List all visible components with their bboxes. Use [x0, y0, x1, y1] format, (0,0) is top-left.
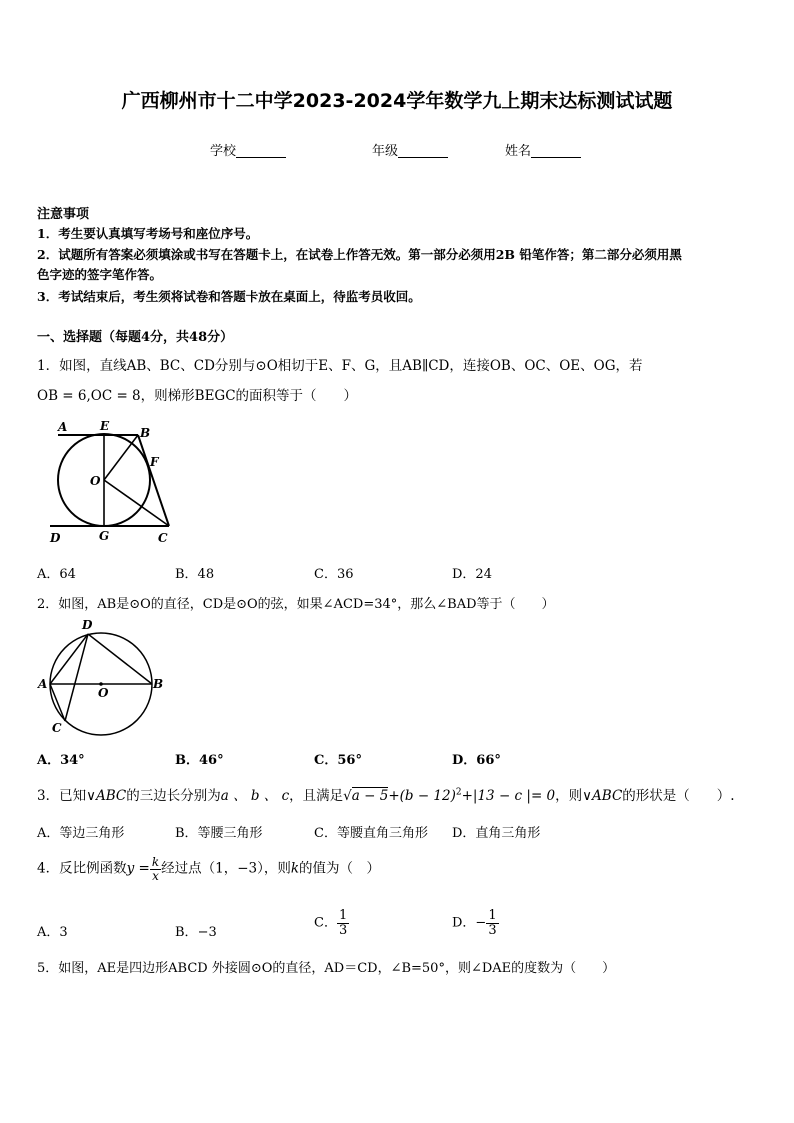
- question-4-text: 4．反比例函数y = $\frac{k}{x}$ 经过点（1，−3），则k的值为（ ）: [37, 855, 381, 883]
- q3-option-d[interactable]: D．直角三角形: [452, 826, 541, 841]
- question-2-text: 2．如图，AB是⊙O的直径，CD是⊙O的弦，如果∠ACD=34°，那么∠BAD等于（ ）: [37, 597, 555, 612]
- label-c: C: [158, 531, 168, 545]
- page-title: 广西柳州市十二中学2023-2024学年数学九上期末达标测试试题: [121, 90, 673, 112]
- label-d: D: [82, 618, 93, 632]
- note-item: 1．考生要认真填写考场号和座位序号。: [37, 226, 259, 241]
- label-g: G: [99, 529, 110, 543]
- grade-field: 年级: [372, 140, 448, 159]
- note-item: 2．试题所有答案必须填涂或书写在答题卡上，在试卷上作答无效。第一部分必须用2B 铅笔作答；第二部分必须用黑: [37, 247, 682, 262]
- q3-option-a[interactable]: A．等边三角形: [37, 826, 125, 841]
- label-a: A: [58, 420, 68, 434]
- question-2-figure: [36, 615, 166, 740]
- q4-option-b[interactable]: B．−3: [175, 925, 217, 940]
- grade-blank[interactable]: [398, 143, 448, 158]
- question-3-text: 3．已知∨ABC的三边长分别为a 、 b 、 c，且满足$√a - 5+(b - 12)^2+|13 - c$ |= 0，则∨ABC的形状是（ ）.: [37, 787, 735, 804]
- label-b: B: [153, 677, 164, 691]
- q2-option-a[interactable]: A．34°: [37, 753, 85, 768]
- question-1-line2: OB = 6,OC = 8，则梯形BEGC的面积等于（ ）: [37, 388, 358, 404]
- name-field: 姓名: [505, 140, 581, 159]
- label-o: O: [90, 474, 101, 488]
- q3-option-b[interactable]: B．等腰三角形: [175, 826, 263, 841]
- notes-heading: 注意事项: [37, 207, 90, 222]
- school-blank[interactable]: [236, 143, 286, 158]
- q2-option-b[interactable]: B．46°: [175, 753, 224, 768]
- segment-oc: [104, 480, 169, 526]
- q4-option-c[interactable]: C． $\frac{1}{3}$: [314, 908, 348, 938]
- sqrt-symbol: √: [343, 788, 352, 804]
- label-c: C: [52, 721, 62, 735]
- q1-option-d[interactable]: D．24: [452, 567, 492, 582]
- q1-option-a[interactable]: A．64: [37, 567, 76, 582]
- q3-option-c[interactable]: C．等腰直角三角形: [314, 826, 428, 841]
- question-5-text: 5．如图，AE是四边形ABCD 外接圆⊙O的直径，AD＝CD，∠B=50°，则∠DAE的度数为（ ）: [37, 961, 616, 976]
- name-blank[interactable]: [531, 143, 581, 158]
- label-d: D: [50, 531, 61, 545]
- q2-option-d[interactable]: D．66°: [452, 753, 501, 768]
- segment-ob: [104, 435, 138, 480]
- label-b: B: [140, 426, 151, 440]
- label-o: O: [98, 686, 109, 700]
- q4-option-d[interactable]: D．− $\frac{1}{3}$: [452, 908, 497, 938]
- q4-option-a[interactable]: A．3: [37, 925, 68, 940]
- segment-db: [88, 634, 152, 684]
- label-f: F: [150, 455, 159, 469]
- q1-option-b[interactable]: B．48: [175, 567, 215, 582]
- label-a: A: [38, 677, 48, 691]
- note-item: 3．考试结束后，考生须将试卷和答题卡放在桌面上，待监考员收回。: [37, 289, 421, 304]
- q2-option-c[interactable]: C．56°: [314, 753, 362, 768]
- note-item: 色字迹的签字笔作答。: [37, 267, 163, 282]
- question-1-line1: 1．如图，直线AB、BC、CD分别与⊙O相切于E、F、G，且AB∥CD，连接OB、OC、OE、OG，若: [37, 358, 643, 374]
- chord-cd: [65, 634, 88, 721]
- question-1-figure: [40, 415, 190, 550]
- section-heading: 一、选择题（每题4分，共48分）: [37, 330, 234, 345]
- label-e: E: [100, 419, 110, 433]
- segment-ac: [50, 684, 65, 721]
- line-bc: [138, 435, 169, 526]
- school-field: 学校: [210, 140, 286, 159]
- q1-option-c[interactable]: C．36: [314, 567, 354, 582]
